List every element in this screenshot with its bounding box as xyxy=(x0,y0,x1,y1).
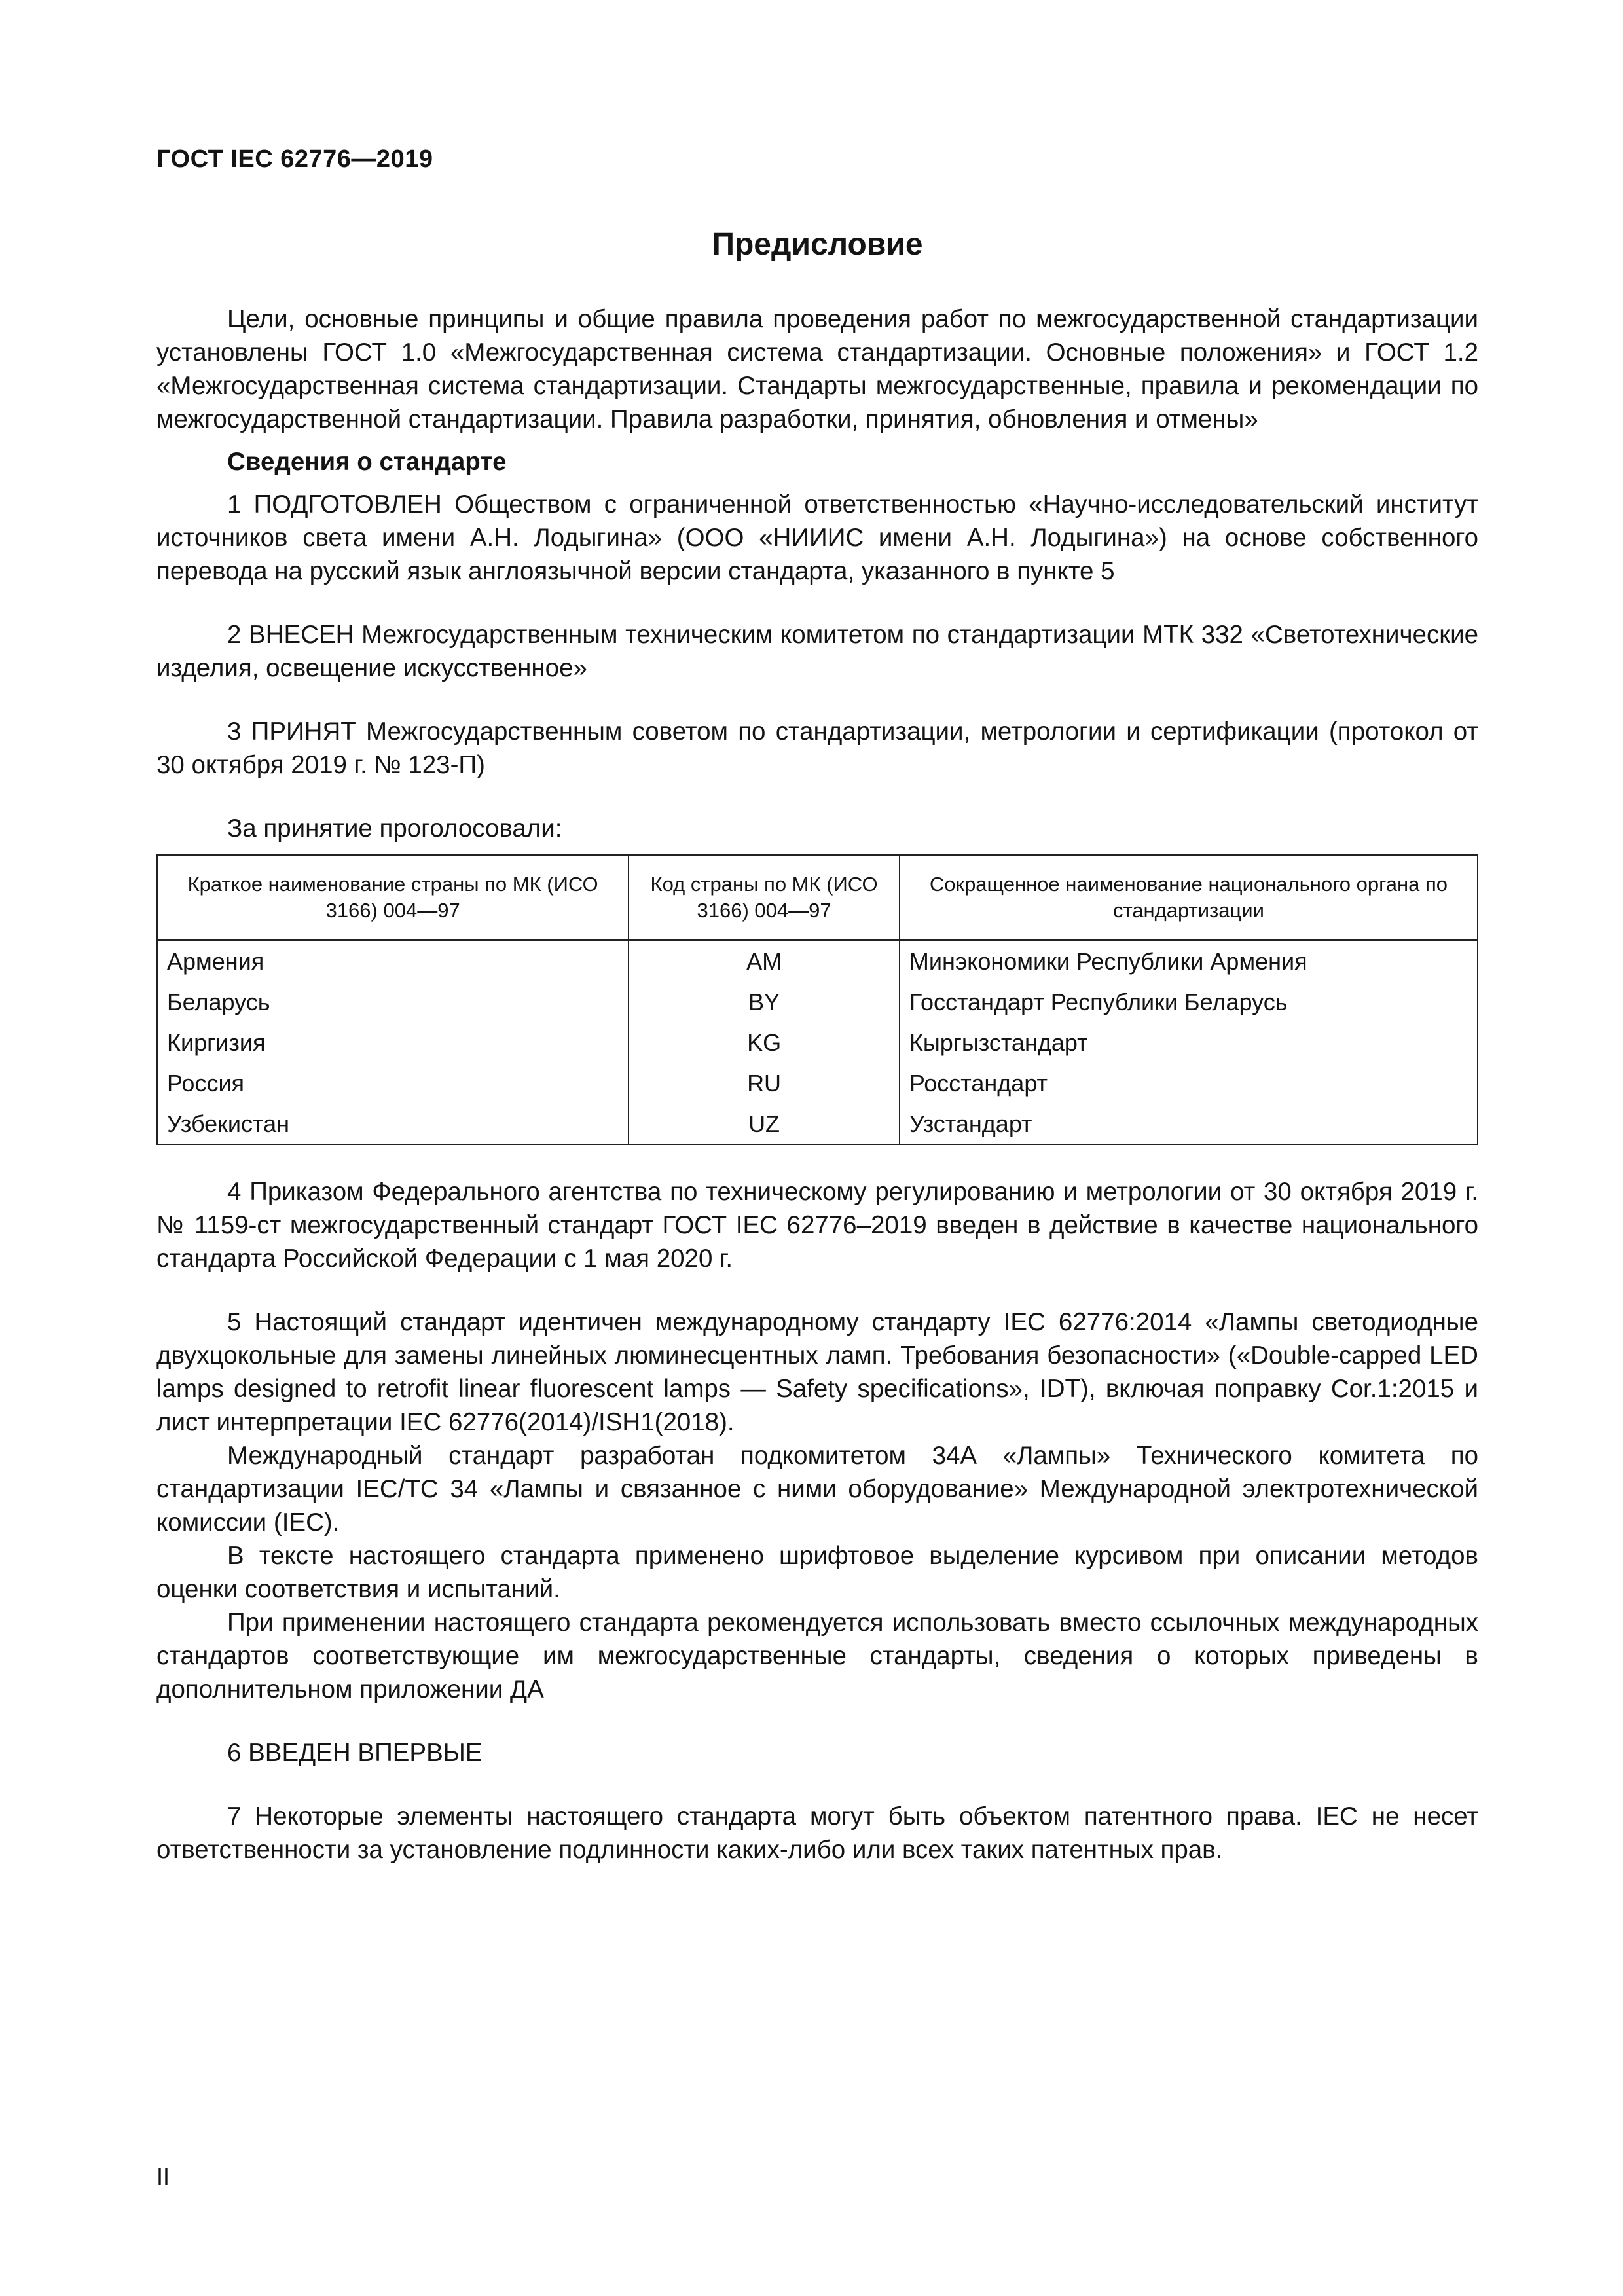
national-authority: Минэкономики Республики Армения xyxy=(900,940,1478,981)
item-5: 5 Настоящий стандарт идентичен международному стандарту IEC 62776:2014 «Лампы светодиодные двухцокольные для замены линейных люминесцентных ламп. Требования безопасности» («Double-capped LED lamps designed to retrofit linear fluorescent lamps — Safety specifications», IDT), включая поправку Cor.1:2015 и лист интерпретации IEC 62776(2014)/ISH1(2018). xyxy=(156,1308,1478,1436)
countries-table xyxy=(156,854,1478,1145)
country-code: UZ xyxy=(629,1103,900,1144)
country-name: Беларусь xyxy=(157,981,629,1022)
table-header-country: Краткое наименование страны по МК (ИСО 3166) 004—97 xyxy=(157,855,629,940)
national-authority: Узстандарт xyxy=(900,1103,1478,1144)
document-page xyxy=(156,0,1478,2296)
country-code: RU xyxy=(629,1063,900,1103)
table-header-code: Код страны по МК (ИСО 3166) 004—97 xyxy=(629,855,900,940)
table-header-authority: Сокращенное наименование национального органа по стандартизации xyxy=(900,855,1478,940)
section-heading: Сведения о стандарте xyxy=(227,448,507,476)
vote-label: За принятие проголосовали: xyxy=(227,814,562,843)
table-row xyxy=(157,1022,1478,1063)
item-3: 3 ПРИНЯТ Межгосударственным советом по стандартизации, метрологии и сертификации (протокол от 30 октября 2019 г. № 123-П) xyxy=(156,718,1478,779)
standard-code: ГОСТ IEC 62776—2019 xyxy=(156,145,433,173)
table-row xyxy=(157,1063,1478,1103)
item-5-continuation: Международный стандарт разработан подкомитетом 34А «Лампы» Технического комитета по стандартизации IEC/TC 34 «Лампы и связанное с ними оборудование» Международной электротехнической комиссии (IEC). xyxy=(156,1442,1478,1537)
country-name: Армения xyxy=(157,940,629,981)
national-authority: Госстандарт Республики Беларусь xyxy=(900,981,1478,1022)
item-6: 6 ВВЕДЕН ВПЕРВЫЕ xyxy=(227,1739,483,1767)
item-1: 1 ПОДГОТОВЛЕН Обществом с ограниченной ответственностью «Научно-исследовательский институт источников света имени А.Н. Лодыгина» (ООО «НИИИС имени А.Н. Лодыгина») на основе собственного перевода на русский язык англоязычной версии стандарта, указанного в пункте 5 xyxy=(156,490,1478,585)
country-name: Россия xyxy=(157,1063,629,1103)
item-2: 2 ВНЕСЕН Межгосударственным техническим комитетом по стандартизации МТК 332 «Светотехнические изделия, освещение искусственное» xyxy=(156,621,1478,682)
table-header-row xyxy=(157,855,1478,940)
country-code: AM xyxy=(629,940,900,981)
country-name: Киргизия xyxy=(157,1022,629,1063)
country-code: KG xyxy=(629,1022,900,1063)
item-7: 7 Некоторые элементы настоящего стандарта могут быть объектом патентного права. IEC не несет ответственности за установление подлинности каких-либо или всех таких патентных прав. xyxy=(156,1802,1478,1864)
national-authority: Кыргызстандарт xyxy=(900,1022,1478,1063)
item-5-italic-note: В тексте настоящего стандарта применено шрифтовое выделение курсивом при описании методов оценки соответствия и испытаний. xyxy=(156,1542,1478,1603)
item-5-reference-note: При применении настоящего стандарта рекомендуется использовать вместо ссылочных международных стандартов соответствующие им межгосударственные стандарты, сведения о которых приведены в дополнительном приложении ДА xyxy=(156,1609,1478,1704)
item-4: 4 Приказом Федерального агентства по техническому регулированию и метрологии от 30 октября 2019 г. № 1159-ст межгосударственный стандарт ГОСТ IEC 62776–2019 введен в действие в качестве национального стандарта Российской Федерации с 1 мая 2020 г. xyxy=(156,1178,1478,1273)
page-title: Предисловие xyxy=(712,227,923,262)
country-name: Узбекистан xyxy=(157,1103,629,1144)
country-code: BY xyxy=(629,981,900,1022)
table-row xyxy=(157,940,1478,981)
intro-paragraph: Цели, основные принципы и общие правила проведения работ по межгосударственной стандартизации установлены ГОСТ 1.0 «Межгосударственная система стандартизации. Основные положения» и ГОСТ 1.2 «Межгосударственная система стандартизации. Стандарты межгосударственные, правила и рекомендации по межгосударственной стандартизации. Правила разработки, принятия, обновления и отмены» xyxy=(156,305,1478,433)
national-authority: Росстандарт xyxy=(900,1063,1478,1103)
document-body xyxy=(156,302,1478,1867)
page-number: II xyxy=(156,2163,170,2190)
table-row xyxy=(157,1103,1478,1144)
table-row xyxy=(157,981,1478,1022)
